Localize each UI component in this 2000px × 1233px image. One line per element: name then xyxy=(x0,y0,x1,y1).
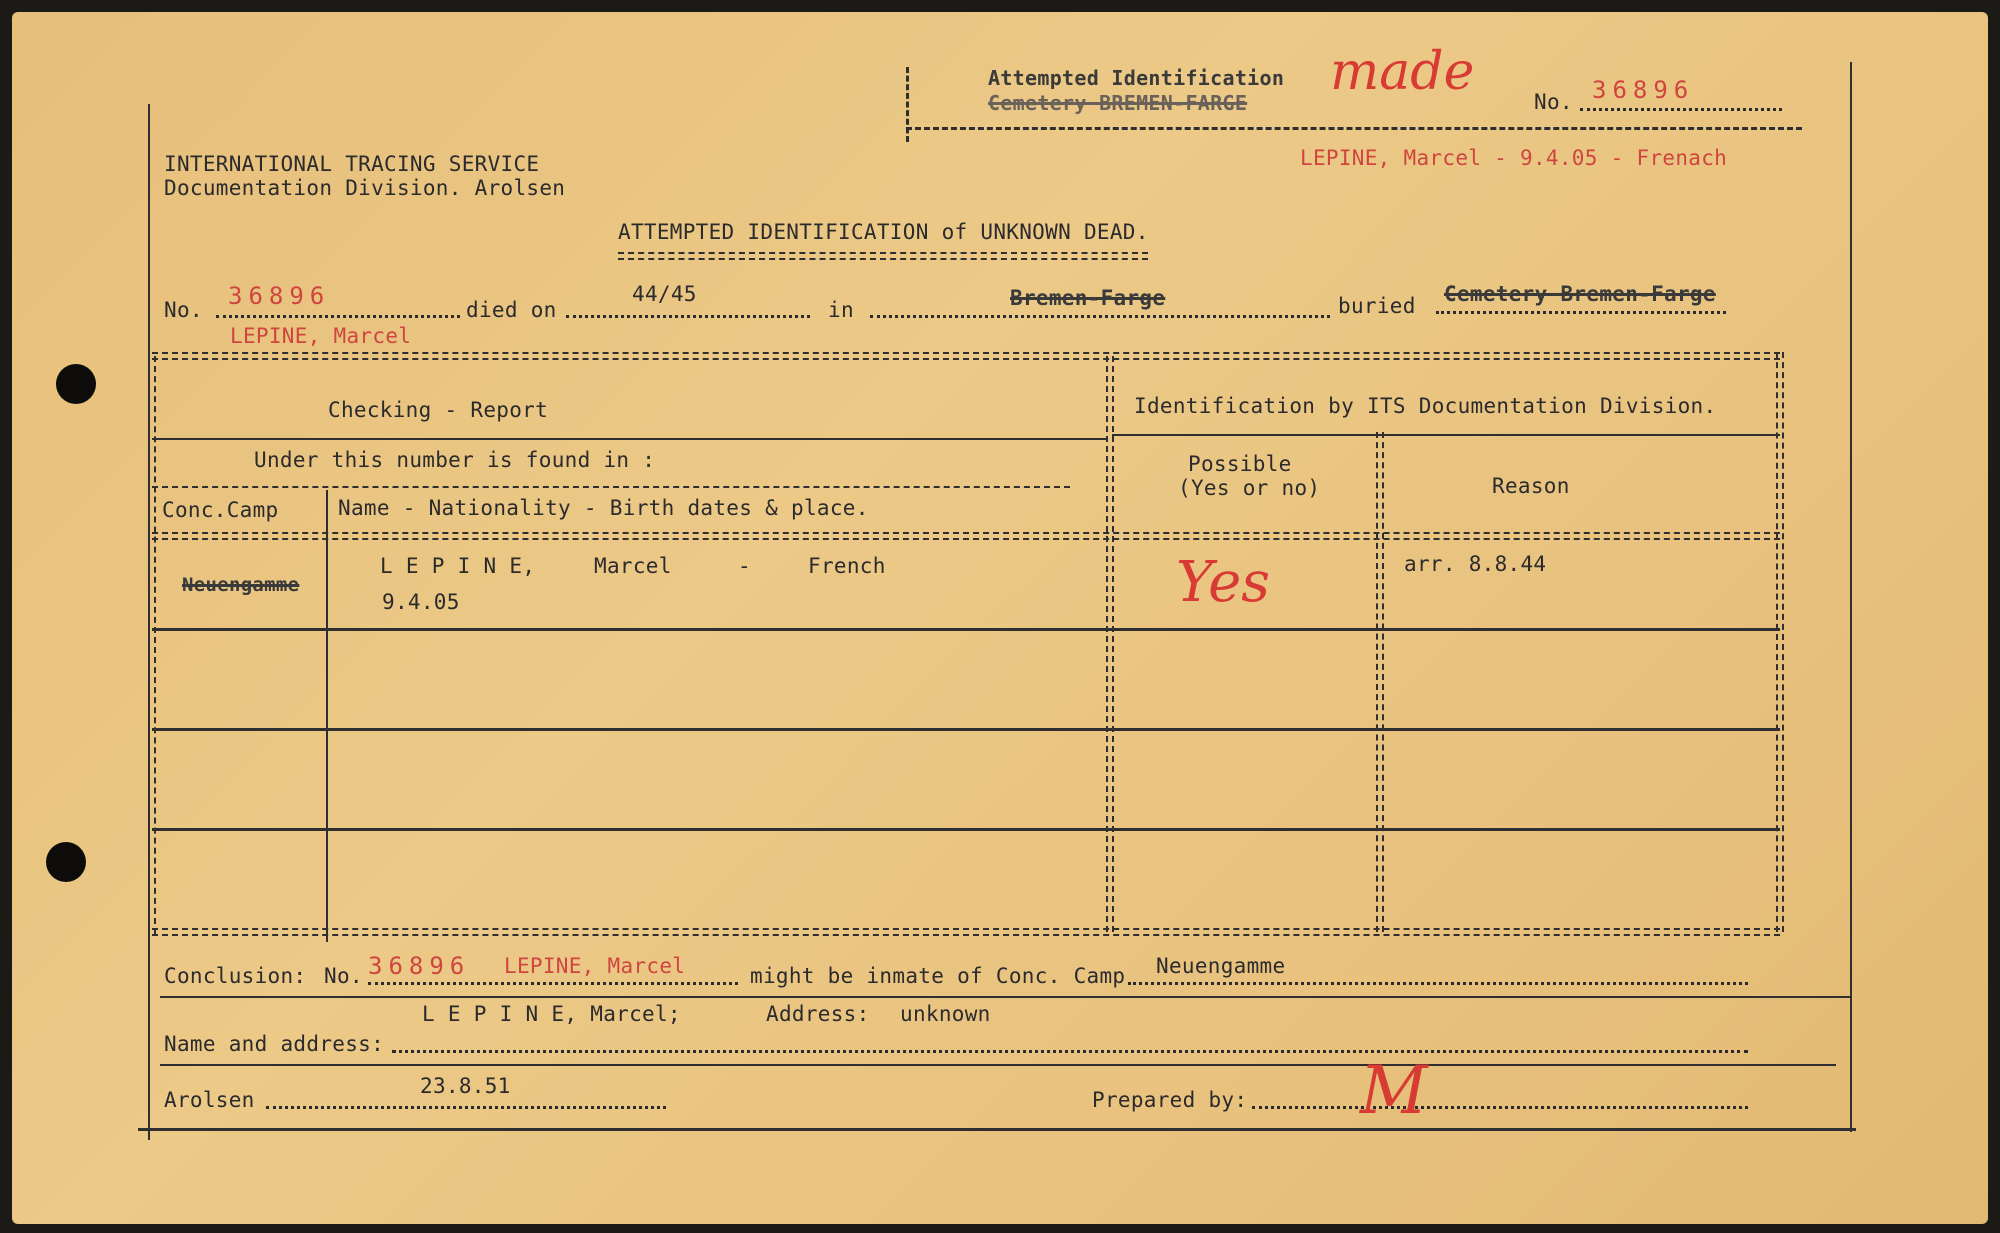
conclusion-no-value: 36896 xyxy=(368,952,471,980)
table-bottom-border xyxy=(152,928,1780,936)
handwritten-made: made xyxy=(1330,42,1475,102)
address-value: unknown xyxy=(900,1002,991,1026)
conclusion-no-label: No. xyxy=(324,964,363,988)
in-value: Bremen-Farge xyxy=(1010,286,1166,310)
row1-firstname: Marcel xyxy=(594,554,672,578)
address-name: L E P I N E, Marcel; xyxy=(422,1002,681,1026)
footer-date-dots xyxy=(266,1106,666,1109)
row1-reason: arr. 8.8.44 xyxy=(1404,552,1547,576)
conclusion-rule xyxy=(160,996,1850,998)
record-no-dots xyxy=(216,315,460,318)
stamp-box-bottom xyxy=(906,127,1802,130)
row-divider-1 xyxy=(152,628,1780,631)
died-label: died on xyxy=(466,298,557,322)
buried-value: Cemetery Bremen-Farge xyxy=(1444,282,1716,306)
column-header-rule xyxy=(152,532,1780,540)
record-red-name: LEPINE, Marcel xyxy=(230,324,412,348)
row1-birth: 9.4.05 xyxy=(382,590,460,614)
row1-name: L E P I N E, xyxy=(380,554,536,578)
col-header-name: Name - Nationality - Birth dates & place. xyxy=(338,496,869,520)
card-frame-bottom xyxy=(138,1128,1856,1131)
col-header-camp: Conc.Camp xyxy=(162,498,279,522)
conclusion-no-dots xyxy=(368,982,738,985)
buried-dots xyxy=(1436,311,1726,314)
table-possible-divider xyxy=(1376,432,1384,932)
punch-hole-top xyxy=(56,364,96,404)
conclusion-text: might be inmate of Conc. Camp xyxy=(750,964,1126,988)
title-underline xyxy=(618,252,1148,260)
identification-header-rule xyxy=(1112,434,1780,436)
prepared-by-dots xyxy=(1252,1106,1748,1109)
col-header-reason: Reason xyxy=(1492,474,1570,498)
in-dots xyxy=(870,315,1330,318)
org-line-1: INTERNATIONAL TRACING SERVICE xyxy=(164,152,540,176)
record-no-label: No. xyxy=(164,298,203,322)
row1-possible-yes: Yes xyxy=(1176,550,1270,615)
footer-date: 23.8.51 xyxy=(420,1074,511,1098)
stamp-line-1: Attempted Identification xyxy=(988,66,1285,90)
row1-nationality: French xyxy=(808,554,886,578)
col-header-possible-1: Possible xyxy=(1188,452,1292,476)
died-dots xyxy=(566,315,810,318)
checking-header-rule xyxy=(152,438,1108,440)
buried-label: buried xyxy=(1338,294,1416,318)
header-no-value: 36896 xyxy=(1592,76,1695,104)
conclusion-label: Conclusion: xyxy=(164,964,307,988)
address-label: Address: xyxy=(766,1002,870,1026)
red-header-name: LEPINE, Marcel - 9.4.05 - Frenach xyxy=(1300,146,1728,170)
conclusion-camp-dots xyxy=(1128,982,1748,985)
died-value: 44/45 xyxy=(632,282,697,306)
table-camp-divider xyxy=(326,490,328,942)
under-number-label: Under this number is found in : xyxy=(254,448,656,472)
identification-heading: Identification by ITS Documentation Division. xyxy=(1134,394,1717,418)
address-dots xyxy=(392,1050,1748,1053)
table-top-border xyxy=(152,352,1780,360)
checking-report-heading: Checking - Report xyxy=(328,398,549,422)
in-label: in xyxy=(828,298,854,322)
record-no-value: 36896 xyxy=(228,282,331,310)
org-line-2: Documentation Division. Arolsen xyxy=(164,176,566,200)
row-divider-2 xyxy=(152,728,1780,731)
footer-place: Arolsen xyxy=(164,1088,255,1112)
prepared-by-label: Prepared by: xyxy=(1092,1088,1248,1112)
card-frame-right xyxy=(1850,62,1852,1132)
prepared-by-initials: M xyxy=(1360,1052,1428,1129)
header-no-dots xyxy=(1580,108,1782,111)
punch-hole-bottom xyxy=(46,842,86,882)
header-no-label: No. xyxy=(1534,90,1573,114)
conclusion-camp: Neuengamme xyxy=(1156,954,1286,978)
conclusion-red-name: LEPINE, Marcel xyxy=(504,954,686,978)
form-title: ATTEMPTED IDENTIFICATION of UNKNOWN DEAD. xyxy=(618,220,1149,244)
address-row-label: Name and address: xyxy=(164,1032,385,1056)
address-rule xyxy=(160,1064,1836,1066)
under-number-rule xyxy=(152,486,1070,488)
row1-camp: Neuengamme xyxy=(182,574,300,596)
table-right-border xyxy=(1776,352,1784,932)
col-header-possible-2: (Yes or no) xyxy=(1178,476,1321,500)
table-left-border xyxy=(148,356,156,934)
index-card xyxy=(12,12,1988,1224)
stamp-box-left xyxy=(906,67,909,142)
row-divider-3 xyxy=(152,828,1780,831)
table-mid-divider xyxy=(1106,356,1114,932)
row1-dash: - xyxy=(738,554,751,578)
stamp-line-2: Cemetery BREMEN-FARGE xyxy=(988,91,1248,115)
